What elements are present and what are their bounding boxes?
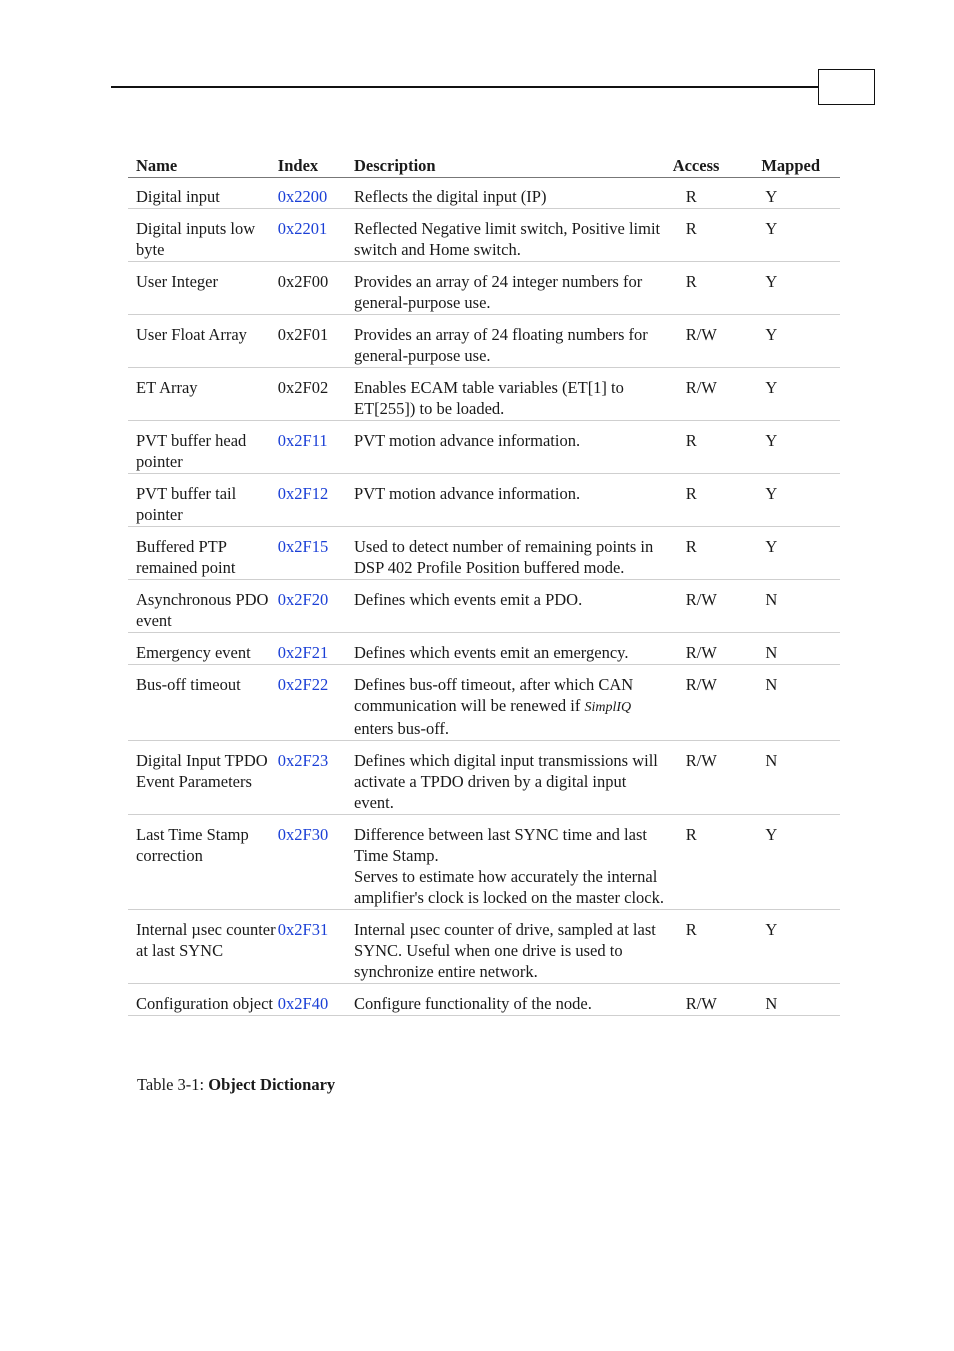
- cell-name: User Float Array: [128, 315, 278, 368]
- index-link[interactable]: 0x2201: [277, 219, 328, 238]
- cell-index: [278, 178, 354, 209]
- index-link[interactable]: 0x2F22: [277, 675, 329, 694]
- cell-index: [278, 262, 354, 315]
- cell-description: [354, 665, 673, 741]
- index-link[interactable]: 0x2F21: [277, 643, 329, 662]
- index-link[interactable]: 0x2F11: [277, 431, 328, 450]
- header-rule: [111, 86, 819, 88]
- cell-index: [278, 984, 354, 1016]
- cell-mapped: Y: [753, 815, 840, 910]
- cell-access: R/W: [673, 633, 754, 665]
- cell-description: [354, 910, 673, 984]
- caption-title: Object Dictionary: [208, 1075, 336, 1094]
- table-row: [128, 815, 840, 910]
- cell-mapped: Y: [753, 209, 840, 262]
- column-header-mapped: Mapped: [753, 153, 840, 178]
- cell-index: [278, 580, 354, 633]
- description-second-line: Serves to estimate how accurately the internal amplifier's clock is locked on the master clock.: [354, 867, 664, 907]
- index-link[interactable]: 0x2F31: [277, 920, 329, 939]
- cell-index: [278, 368, 354, 421]
- cell-index: [278, 665, 354, 741]
- index-value: 0x2F01: [277, 325, 329, 344]
- column-header-description: Description: [354, 153, 673, 178]
- index-link[interactable]: 0x2F12: [277, 484, 329, 503]
- cell-name: Last Time Stamp correction: [128, 815, 278, 910]
- description-text: Configure functionality of the node.: [354, 994, 592, 1013]
- cell-mapped: N: [753, 665, 840, 741]
- description-text: Difference between last SYNC time and last Time Stamp.: [354, 825, 647, 865]
- cell-description: [354, 474, 673, 527]
- cell-index: [278, 315, 354, 368]
- table-caption: [137, 1075, 335, 1095]
- cell-mapped: Y: [753, 527, 840, 580]
- description-text: Defines which digital input transmissions will activate a TPDO driven by a digital input event.: [354, 751, 658, 812]
- table-row: [128, 665, 840, 741]
- cell-mapped: Y: [753, 368, 840, 421]
- cell-access: R: [673, 910, 754, 984]
- cell-description: [354, 527, 673, 580]
- cell-index: [278, 741, 354, 815]
- index-link[interactable]: 0x2200: [277, 187, 328, 206]
- description-text: Enables ECAM table variables (ET[1] to ET[255]) to be loaded.: [354, 378, 624, 418]
- index-link[interactable]: 0x2F30: [277, 825, 329, 844]
- cell-mapped: N: [753, 633, 840, 665]
- cell-index: [278, 527, 354, 580]
- cell-name: PVT buffer head pointer: [128, 421, 278, 474]
- description-text: Defines bus-off timeout, after which CAN communication will be renewed if: [354, 675, 634, 715]
- index-link[interactable]: 0x2F23: [277, 751, 329, 770]
- description-text: Provides an array of 24 floating numbers for general-purpose use.: [354, 325, 648, 365]
- index-link[interactable]: 0x2F15: [277, 537, 329, 556]
- table-row: [128, 580, 840, 633]
- table-row: [128, 527, 840, 580]
- cell-description: [354, 984, 673, 1016]
- cell-index: [278, 815, 354, 910]
- index-value: 0x2F02: [277, 378, 329, 397]
- cell-mapped: Y: [753, 421, 840, 474]
- description-text: Reflects the digital input (IP): [354, 187, 547, 206]
- cell-mapped: Y: [753, 178, 840, 209]
- cell-description: [354, 815, 673, 910]
- table-row: [128, 178, 840, 209]
- description-text: Internal µsec counter of drive, sampled at last SYNC. Useful when one drive is used to synchronize entire network.: [354, 920, 656, 981]
- cell-name: Digital input: [128, 178, 278, 209]
- cell-access: R/W: [673, 315, 754, 368]
- cell-mapped: N: [753, 580, 840, 633]
- table-row: [128, 474, 840, 527]
- cell-access: R/W: [673, 368, 754, 421]
- cell-index: [278, 209, 354, 262]
- table-row: [128, 741, 840, 815]
- table-row: [128, 368, 840, 421]
- cell-access: R/W: [673, 741, 754, 815]
- cell-mapped: Y: [753, 262, 840, 315]
- cell-name: Configuration object: [128, 984, 278, 1016]
- table-row: [128, 315, 840, 368]
- table-body: [128, 178, 840, 1016]
- description-text: Provides an array of 24 integer numbers for general-purpose use.: [354, 272, 643, 312]
- cell-mapped: Y: [753, 315, 840, 368]
- cell-access: R: [673, 262, 754, 315]
- table-row: [128, 633, 840, 665]
- cell-access: R/W: [673, 665, 754, 741]
- object-dictionary-table: [128, 153, 840, 1016]
- cell-index: [278, 910, 354, 984]
- column-header-access: Access: [673, 153, 754, 178]
- cell-name: Buffered PTP remained point: [128, 527, 278, 580]
- caption-prefix: Table 3-1:: [137, 1075, 209, 1094]
- cell-description: [354, 178, 673, 209]
- table-row: [128, 262, 840, 315]
- cell-mapped: N: [753, 741, 840, 815]
- cell-name: ET Array: [128, 368, 278, 421]
- index-link[interactable]: 0x2F20: [277, 590, 329, 609]
- cell-description: [354, 209, 673, 262]
- cell-index: [278, 633, 354, 665]
- cell-access: R: [673, 178, 754, 209]
- description-text: Defines which events emit a PDO.: [354, 590, 583, 609]
- cell-description: [354, 262, 673, 315]
- table-row: [128, 984, 840, 1016]
- description-tail: enters bus-off.: [354, 719, 450, 738]
- index-link[interactable]: 0x2F40: [277, 994, 329, 1013]
- table-row: [128, 209, 840, 262]
- index-value: 0x2F00: [277, 272, 329, 291]
- table-header-row: [128, 153, 840, 178]
- cell-name: Bus-off timeout: [128, 665, 278, 741]
- cell-description: [354, 368, 673, 421]
- cell-description: [354, 741, 673, 815]
- description-text: PVT motion advance information.: [354, 431, 581, 450]
- description-text: Used to detect number of remaining points in DSP 402 Profile Position buffered mode.: [354, 537, 654, 577]
- description-text: Defines which events emit an emergency.: [354, 643, 629, 662]
- cell-description: [354, 580, 673, 633]
- cell-mapped: Y: [753, 474, 840, 527]
- column-header-name: Name: [128, 153, 278, 178]
- cell-mapped: Y: [753, 910, 840, 984]
- cell-description: [354, 421, 673, 474]
- description-text: Reflected Negative limit switch, Positive limit switch and Home switch.: [354, 219, 661, 259]
- column-header-index: Index: [278, 153, 354, 178]
- cell-access: R: [673, 527, 754, 580]
- cell-index: [278, 421, 354, 474]
- cell-access: R: [673, 815, 754, 910]
- cell-name: Digital inputs low byte: [128, 209, 278, 262]
- cell-access: R: [673, 421, 754, 474]
- cell-description: [354, 633, 673, 665]
- cell-access: R/W: [673, 580, 754, 633]
- cell-name: User Integer: [128, 262, 278, 315]
- description-text: PVT motion advance information.: [354, 484, 581, 503]
- cell-mapped: N: [753, 984, 840, 1016]
- cell-name: PVT buffer tail pointer: [128, 474, 278, 527]
- cell-index: [278, 474, 354, 527]
- cell-description: [354, 315, 673, 368]
- cell-access: R: [673, 209, 754, 262]
- cell-name: Asynchronous PDO event: [128, 580, 278, 633]
- cell-access: R/W: [673, 984, 754, 1016]
- product-name: SimplIQ: [584, 700, 632, 715]
- cell-name: Internal µsec counter at last SYNC: [128, 910, 278, 984]
- table-row: [128, 421, 840, 474]
- cell-name: Emergency event: [128, 633, 278, 665]
- cell-name: Digital Input TPDO Event Parameters: [128, 741, 278, 815]
- cell-access: R: [673, 474, 754, 527]
- table-row: [128, 910, 840, 984]
- page-number-box: [818, 69, 875, 105]
